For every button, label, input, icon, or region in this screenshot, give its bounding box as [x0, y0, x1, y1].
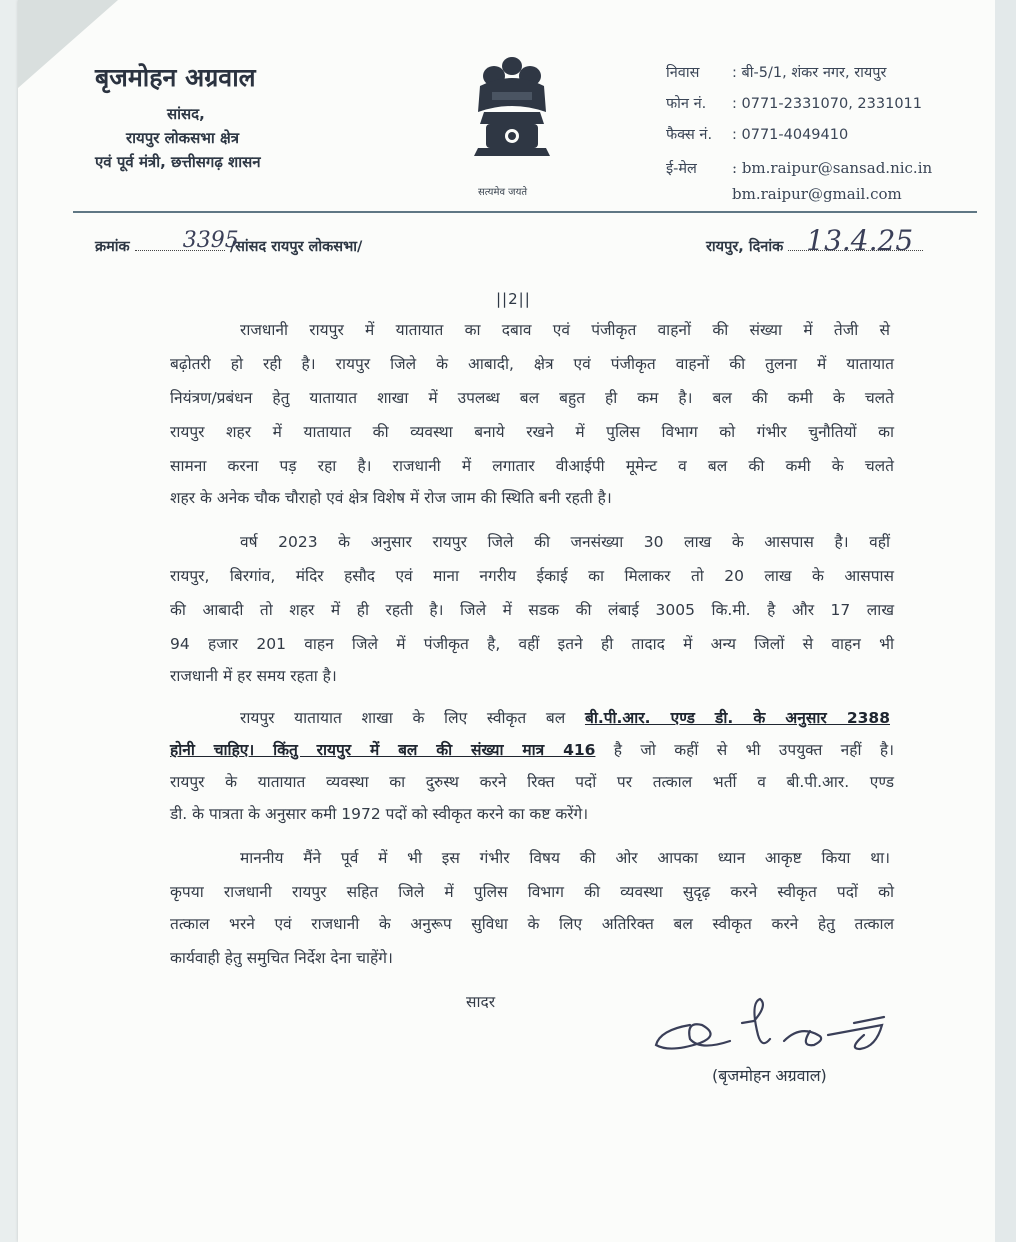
email-line-1 — [666, 158, 932, 178]
date-field — [788, 224, 923, 257]
phone-value: : 0771-2331070, 2331011 — [732, 96, 923, 112]
phone-line — [666, 93, 922, 113]
signature-icon — [650, 995, 900, 1065]
fax-label: फैक्स नं. — [666, 127, 713, 143]
reference-number: 3395 — [182, 228, 239, 253]
date-value: 13.4.25 — [806, 224, 914, 257]
p1-line-6: शहर के अनेक चौक चौराहो एवं क्षेत्र विशेष में रोज जाम की स्थिति बनी रहती है। — [170, 489, 612, 507]
sender-designation-3: एवं पूर्व मंत्री, छत्तीसगढ़ शासन — [95, 153, 261, 171]
p4-line-2: कृपया राजधानी रायपुर सहित जिले में पुलिस विभाग की व्यवस्था सुदृढ़ करने स्वीकृत पदों को — [170, 883, 894, 901]
p4-line-3: तत्काल भरने एवं राजधानी के अनुरूप सुविधा के लिए अतिरिक्त बल स्वीकृत करने हेतु तत्काल — [170, 915, 894, 933]
address-label: निवास — [666, 65, 700, 81]
fax-value: : 0771-4049410 — [732, 127, 849, 143]
address-line — [666, 62, 886, 82]
p3-line-1b: बी.पी.आर. एण्ड डी. के अनुसार 2388 — [584, 709, 890, 727]
email-value-1[interactable]: : bm.raipur@sansad.nic.in — [732, 159, 933, 177]
date-label: रायपुर, दिनांक — [706, 239, 784, 255]
p2-line-4: 94 हजार 201 वाहन जिले में पंजीकृत है, वहीं इतने ही तादाद में अन्य जिलों से वाहन भी — [170, 635, 894, 653]
phone-label: फोन नं. — [666, 96, 707, 112]
p2-line-5: राजधानी में हर समय रहता है। — [170, 667, 337, 685]
national-emblem-icon — [466, 52, 558, 184]
p3-line-2 — [170, 740, 894, 760]
page-number: ||2|| — [496, 290, 531, 308]
p1-line-5: सामना करना पड़ रहा है। राजधानी में लगातार वीआईपी मूमेन्ट व बल की कमी के चलते — [170, 457, 894, 475]
page-edge — [995, 0, 1016, 1242]
p4-line-1: माननीय मैंने पूर्व में भी इस गंभीर विषय की ओर आपका ध्यान आकृष्ट किया था। — [240, 849, 890, 867]
header-divider — [73, 211, 977, 213]
sender-designation-2: रायपुर लोकसभा क्षेत्र — [126, 129, 240, 147]
address-value: : बी-5/1, शंकर नगर, रायपुर — [732, 65, 887, 81]
email-label: ई-मेल — [666, 161, 697, 177]
fax-line — [666, 124, 848, 144]
emblem-motto: सत्यमेव जयते — [478, 187, 528, 198]
p3-line-4: डी. के पात्रता के अनुसार कमी 1972 पदों को स्वीकृत करने का कष्ट करेंगे। — [170, 805, 589, 823]
p1-line-2: बढ़ोतरी हो रही है। रायपुर जिले के आबादी, क्षेत्र एवं पंजीकृत वाहनों की तुलना में यातायात — [170, 355, 894, 373]
reference-suffix: /सांसद रायपुर लोकसभा/ — [229, 239, 363, 255]
sender-name: बृजमोहन अग्रवाल — [95, 63, 256, 92]
reference-prefix: क्रमांक — [95, 239, 130, 255]
p1-line-1: राजधानी रायपुर में यातायात का दबाव एवं पंजीकृत वाहनों की संख्या में तेजी से — [240, 321, 890, 339]
p4-line-4: कार्यवाही हेतु समुचित निर्देश देना चाहेंगे। — [170, 949, 393, 967]
p2-line-1: वर्ष 2023 के अनुसार रायपुर जिले की जनसंख्या 30 लाख के आसपास है। वहीं — [240, 533, 890, 551]
reference-number-field — [135, 228, 239, 253]
p3-line-1a: रायपुर यातायात शाखा के लिए स्वीकृत बल — [240, 709, 585, 727]
p1-line-4: रायपुर शहर में यातायात की व्यवस्था बनाये रखने में पुलिस विभाग को गंभीर चुनौतियों का — [170, 423, 894, 441]
p3-line-2a: होनी चाहिए। किंतु रायपुर में बल की संख्या मात्र 416 — [170, 741, 596, 759]
date-line — [706, 224, 923, 257]
email-value-2[interactable]: bm.raipur@gmail.com — [732, 185, 902, 203]
p3-line-3: रायपुर के यातायात व्यवस्था का दुरुस्थ करने रिक्त पदों पर तत्काल भर्ती व बी.पी.आर. एण्ड — [170, 773, 894, 791]
p1-line-3: नियंत्रण/प्रबंधन हेतु यातायात शाखा में उपलब्ध बल बहुत ही कम है। बल की कमी के चलते — [170, 389, 894, 407]
p3-line-2b: है जो कहीं से भी उपयुक्त नहीं है। — [595, 741, 894, 759]
p2-line-2: रायपुर, बिरगांव, मंदिर हसौद एवं माना नगरीय ईकाई का मिलाकर तो 20 लाख के आसपास — [170, 567, 894, 585]
closing-text: सादर — [466, 993, 496, 1011]
p3-line-1 — [240, 708, 890, 728]
sender-designation-1: सांसद, — [167, 105, 205, 123]
signatory-name: (बृजमोहन अग्रवाल) — [712, 1066, 827, 1085]
p2-line-3: की आबादी तो शहर में ही रहती है। जिले में सडक की लंबाई 3005 कि.मी. है और 17 लाख — [170, 601, 894, 619]
reference-line — [95, 228, 363, 256]
